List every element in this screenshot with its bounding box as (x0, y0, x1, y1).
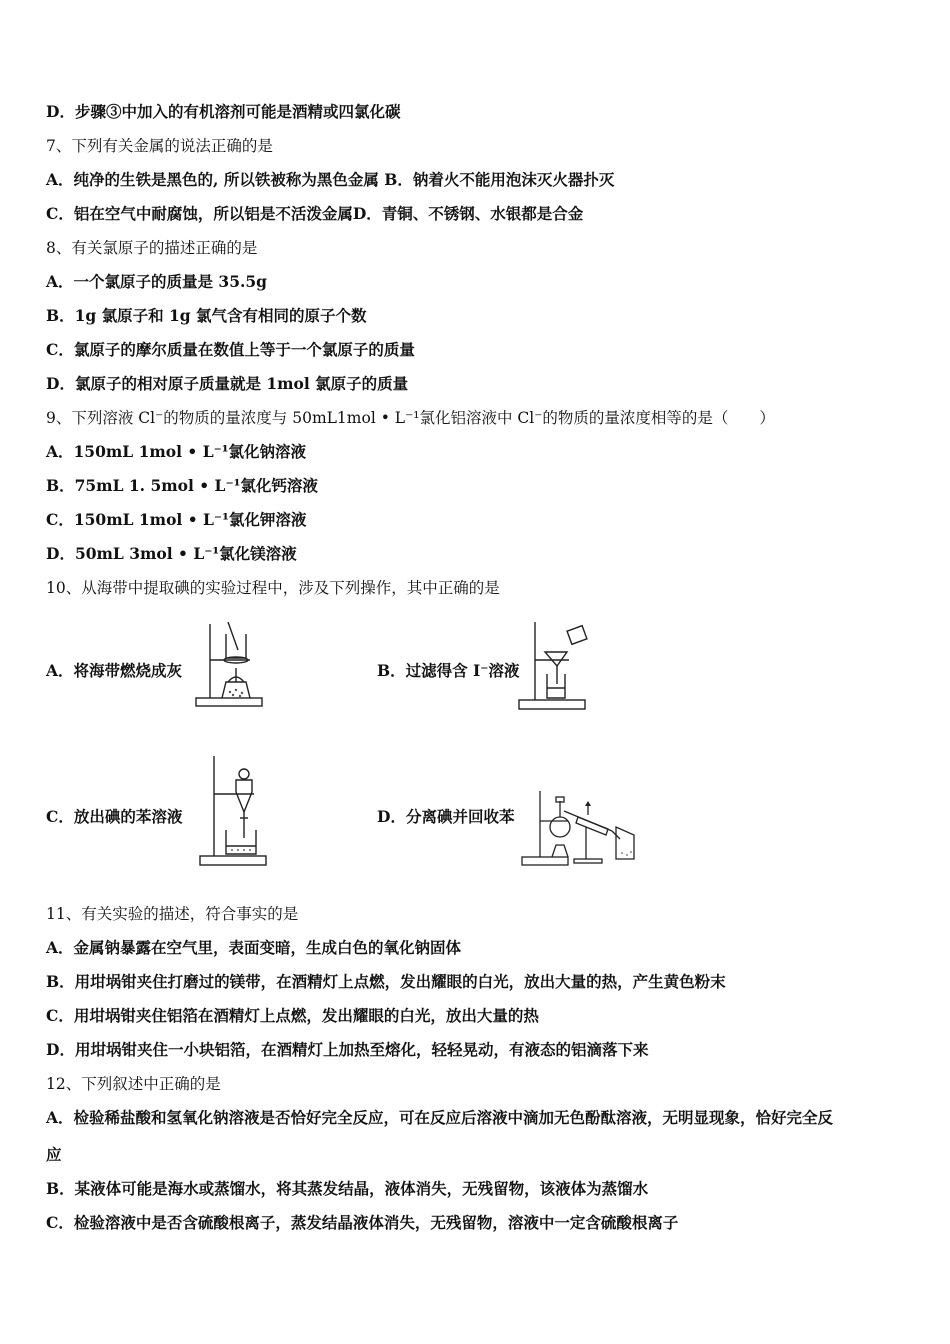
q10-option-b: B．过滤得含 I⁻溶液 (377, 661, 520, 680)
q11-option-d: D．用坩埚钳夹住一小块铝箔，在酒精灯上加热至熔化，轻轻晃动，有液态的铝滴落下来 (46, 1040, 649, 1059)
q9-option-c: C．150mL 1mol • L⁻¹氯化钾溶液 (46, 510, 307, 529)
q6-option-d: D．步骤③中加入的有机溶剂可能是酒精或四氯化碳 (46, 102, 401, 121)
q8-option-c: C．氯原子的摩尔质量在数值上等于一个氯原子的质量 (46, 340, 415, 359)
q10-option-a: A．将海带燃烧成灰 (46, 661, 183, 680)
q11-option-b: B．用坩埚钳夹住打磨过的镁带，在酒精灯上点燃，发出耀眼的白光，放出大量的热，产生黄色粉末 (46, 972, 726, 991)
q7-options-cd: C．铝在空气中耐腐蚀，所以铝是不活泼金属D．青铜、不锈钢、水银都是合金 (46, 204, 584, 223)
q12-option-a-line2: 应 (46, 1145, 62, 1164)
q12-stem: 12、下列叙述中正确的是 (46, 1075, 221, 1093)
q12-option-b: B．某液体可能是海水或蒸馏水，将其蒸发结晶，液体消失，无残留物，该液体为蒸馏水 (46, 1179, 649, 1198)
q11-option-c: C．用坩埚钳夹住铝箔在酒精灯上点燃，发出耀眼的白光，放出大量的热 (46, 1006, 539, 1025)
q10-option-d: D．分离碘并回收苯 (377, 807, 515, 826)
q10-stem: 10、从海带中提取碘的实验过程中，涉及下列操作，其中正确的是 (46, 579, 500, 597)
q9-option-b: B．75mL 1. 5mol • L⁻¹氯化钙溶液 (46, 476, 318, 495)
q11-option-a: A．金属钠暴露在空气里，表面变暗，生成白色的氧化钠固体 (46, 938, 462, 957)
q9-stem: 9、下列溶液 Cl⁻的物质的量浓度与 50mL1mol • L⁻¹氯化铝溶液中 Cl⁻的物质的量浓度相等的是（ ） (46, 409, 775, 427)
apparatus-distillation-figure (520, 775, 638, 867)
q8-option-d: D．氯原子的相对原子质量就是 1mol 氯原子的质量 (46, 374, 409, 393)
q8-option-b: B．1g 氯原子和 1g 氯气含有相同的原子个数 (46, 306, 367, 325)
q11-stem: 11、有关实验的描述，符合事实的是 (46, 905, 299, 923)
q7-stem: 7、下列有关金属的说法正确的是 (46, 137, 273, 155)
q9-option-a: A．150mL 1mol • L⁻¹氯化钠溶液 (46, 442, 307, 461)
q9-option-d: D．50mL 3mol • L⁻¹氯化镁溶液 (46, 544, 297, 563)
q12-option-c: C．检验溶液中是否含硫酸根离子，蒸发结晶液体消失，无残留物，溶液中一定含硫酸根离子 (46, 1213, 679, 1232)
q12-option-a-line1: A．检验稀盐酸和氢氧化钠溶液是否恰好完全反应，可在反应后溶液中滴加无色酚酞溶液，无明显现象，恰好完全反 (46, 1108, 834, 1127)
apparatus-filtration-figure (517, 618, 589, 712)
q10-option-c: C．放出碘的苯溶液 (46, 807, 183, 826)
apparatus-separatory-funnel-figure (196, 752, 268, 868)
q8-option-a: A．一个氯原子的质量是 35.5g (46, 272, 268, 291)
apparatus-burning-figure (192, 620, 266, 708)
q8-stem: 8、有关氯原子的描述正确的是 (46, 239, 258, 257)
q7-options-ab: A．纯净的生铁是黑色的, 所以铁被称为黑色金属 B．钠着火不能用泡沫灭火器扑灭 (46, 170, 615, 189)
